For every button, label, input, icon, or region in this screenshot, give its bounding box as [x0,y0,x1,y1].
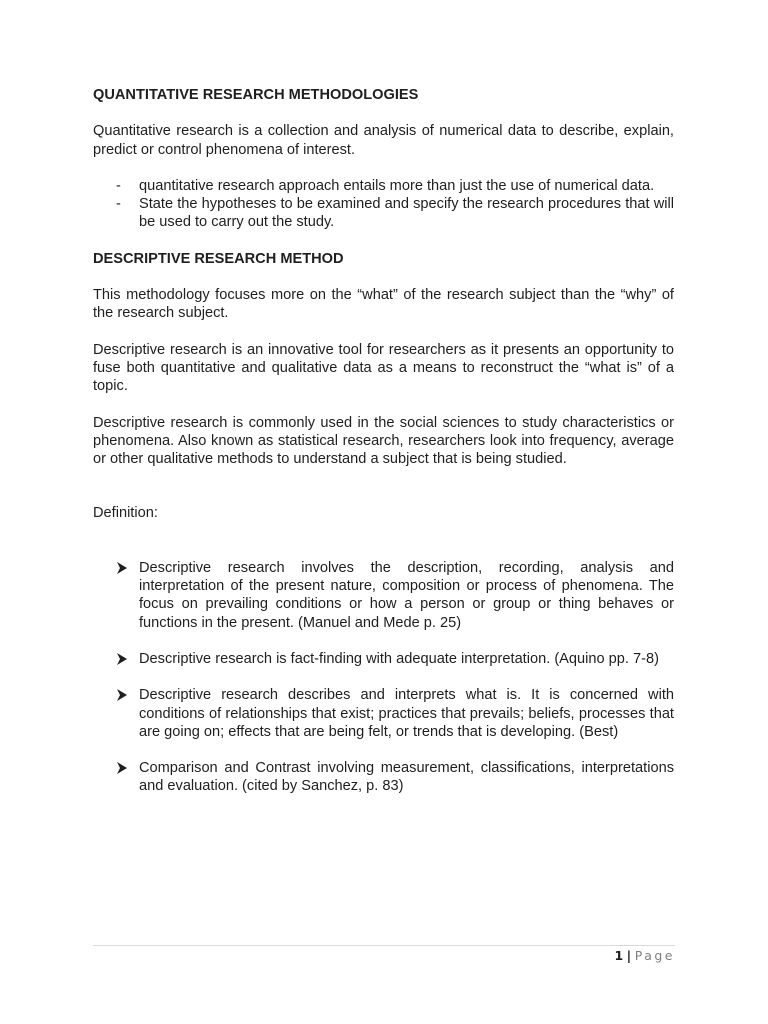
definition-label: Definition: [93,505,158,522]
arrow-bullet-icon [116,561,128,575]
definition-item [93,759,674,796]
dash-marker: - [116,196,121,213]
body-paragraph: Descriptive research is an innovative tool for researchers as it presents an opportunity to fuse both quantitative and qualitative data as a means to reconstruct the “what is” of a topic. [93,341,674,395]
body-paragraph: Descriptive research is commonly used in the social sciences to study characteristics or phenomena. Also known as statistical research, researchers look into frequency, average or other qualitative methods to understand a subject that is being studied. [93,414,674,468]
dash-list-item [93,195,674,232]
footer-divider [93,945,675,946]
dash-list-item [93,177,674,195]
definition-text: Comparison and Contrast involving measurement, classifications, interpretations and evaluation. (cited by Sanchez, p. 83) [139,760,674,795]
page-footer [614,948,675,963]
dash-item-text: quantitative research approach entails more than just the use of numerical data. [139,177,655,194]
definition-item [93,559,674,632]
dash-item-text: State the hypotheses to be examined and specify the research procedures that will be used to carry out the study. [139,196,674,231]
definition-text: Descriptive research describes and interprets what is. It is concerned with conditions of relationships that exist; practices that prevails; beliefs, processes that are going on; effects that are being felt, or trends that is developing. (Best) [139,687,674,740]
dash-list [93,177,674,232]
arrow-bullet-icon [116,761,128,775]
definition-item [93,686,674,741]
footer-separator: | [626,948,632,963]
intro-paragraph: Quantitative research is a collection and analysis of numerical data to describe, explain, predict or control phenomena of interest. [93,123,674,158]
definition-list [93,559,674,796]
section-heading-quantitative: QUANTITATIVE RESEARCH METHODOLOGIES [93,87,419,103]
page-number: 1 [614,948,624,963]
page-label: Page [634,948,675,963]
dash-marker: - [116,177,121,194]
definition-item [93,650,674,668]
section-heading-descriptive: DESCRIPTIVE RESEARCH METHOD [93,250,344,267]
arrow-bullet-icon [116,652,128,666]
arrow-bullet-icon [116,688,128,702]
body-paragraph: This methodology focuses more on the “what” of the research subject than the “why” of the research subject. [93,287,674,322]
document-body [93,86,674,814]
definition-text: Descriptive research involves the description, recording, analysis and interpretation of the present nature, composition or process of phenomena. The focus on prevailing conditions or how a person or group or thing behaves or functions in the present. (Manuel and Mede p. 25) [139,559,674,631]
definition-text: Descriptive research is fact-finding with adequate interpretation. (Aquino pp. 7-8) [139,650,659,667]
